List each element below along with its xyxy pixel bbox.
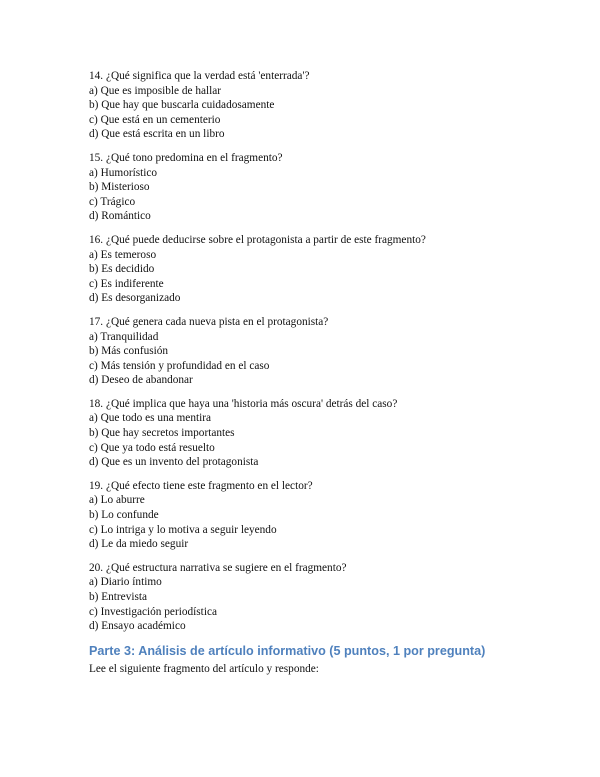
answer-option: d) Ensayo académico [89, 620, 186, 633]
question-19 [89, 479, 549, 552]
answer-option: b) Que hay que buscarla cuidadosamente [89, 99, 275, 112]
answer-option: d) Es desorganizado [89, 292, 181, 305]
answer-option: d) Que está escrita en un libro [89, 128, 225, 141]
question-prompt: 14. ¿Qué significa que la verdad está 'enterrada'? [89, 70, 310, 82]
question-18 [89, 397, 549, 470]
answer-option: c) Investigación periodística [89, 605, 217, 618]
answer-option: b) Misterioso [89, 181, 150, 194]
answer-option: c) Más tensión y profundidad en el caso [89, 359, 270, 372]
answer-option: c) Lo intriga y lo motiva a seguir leyendo [89, 523, 277, 536]
answer-option: b) Es decidido [89, 263, 155, 276]
question-15 [89, 151, 549, 224]
question-prompt: 17. ¿Qué genera cada nueva pista en el protagonista? [89, 315, 329, 328]
answer-option: a) Lo aburre [89, 494, 145, 507]
answer-option: b) Lo confunde [89, 509, 159, 522]
section-intro: Lee el siguiente fragmento del artículo y responde: [89, 662, 319, 675]
question-16 [89, 233, 549, 306]
answer-option: d) Que es un invento del protagonista [89, 456, 259, 469]
answer-option: a) Tranquilidad [89, 330, 159, 343]
answer-option: c) Es indiferente [89, 277, 164, 290]
answer-option: d) Romántico [89, 210, 151, 223]
question-17 [89, 315, 549, 388]
answer-option: b) Que hay secretos importantes [89, 427, 235, 440]
answer-option: a) Diario íntimo [89, 576, 162, 589]
answer-option: b) Entrevista [89, 591, 148, 603]
answer-option: a) Que es imposible de hallar [89, 84, 222, 97]
answer-option: a) Humorístico [89, 166, 158, 179]
answer-option: c) Que ya todo está resuelto [89, 441, 215, 454]
answer-option: a) Que todo es una mentira [89, 412, 212, 425]
answer-option: c) Trágico [89, 195, 136, 208]
answer-option: c) Que está en un cementerio [89, 113, 221, 126]
question-14 [89, 69, 549, 142]
answer-option: b) Más confusión [89, 345, 169, 358]
question-prompt: 19. ¿Qué efecto tiene este fragmento en el lector? [89, 479, 313, 492]
answer-option: d) Le da miedo seguir [89, 538, 189, 551]
question-prompt: 20. ¿Qué estructura narrativa se sugiere en el fragmento? [89, 561, 347, 574]
question-prompt: 18. ¿Qué implica que haya una 'historia más oscura' detrás del caso? [89, 397, 398, 410]
section-heading: Parte 3: Análisis de artículo informativo (5 puntos, 1 por pregunta) [89, 643, 486, 658]
question-prompt: 15. ¿Qué tono predomina en el fragmento? [89, 151, 283, 164]
question-20 [89, 561, 549, 634]
document-page [89, 69, 549, 677]
answer-option: d) Deseo de abandonar [89, 374, 193, 387]
answer-option: a) Es temeroso [89, 248, 157, 261]
question-prompt: 16. ¿Qué puede deducirse sobre el protagonista a partir de este fragmento? [89, 233, 426, 246]
